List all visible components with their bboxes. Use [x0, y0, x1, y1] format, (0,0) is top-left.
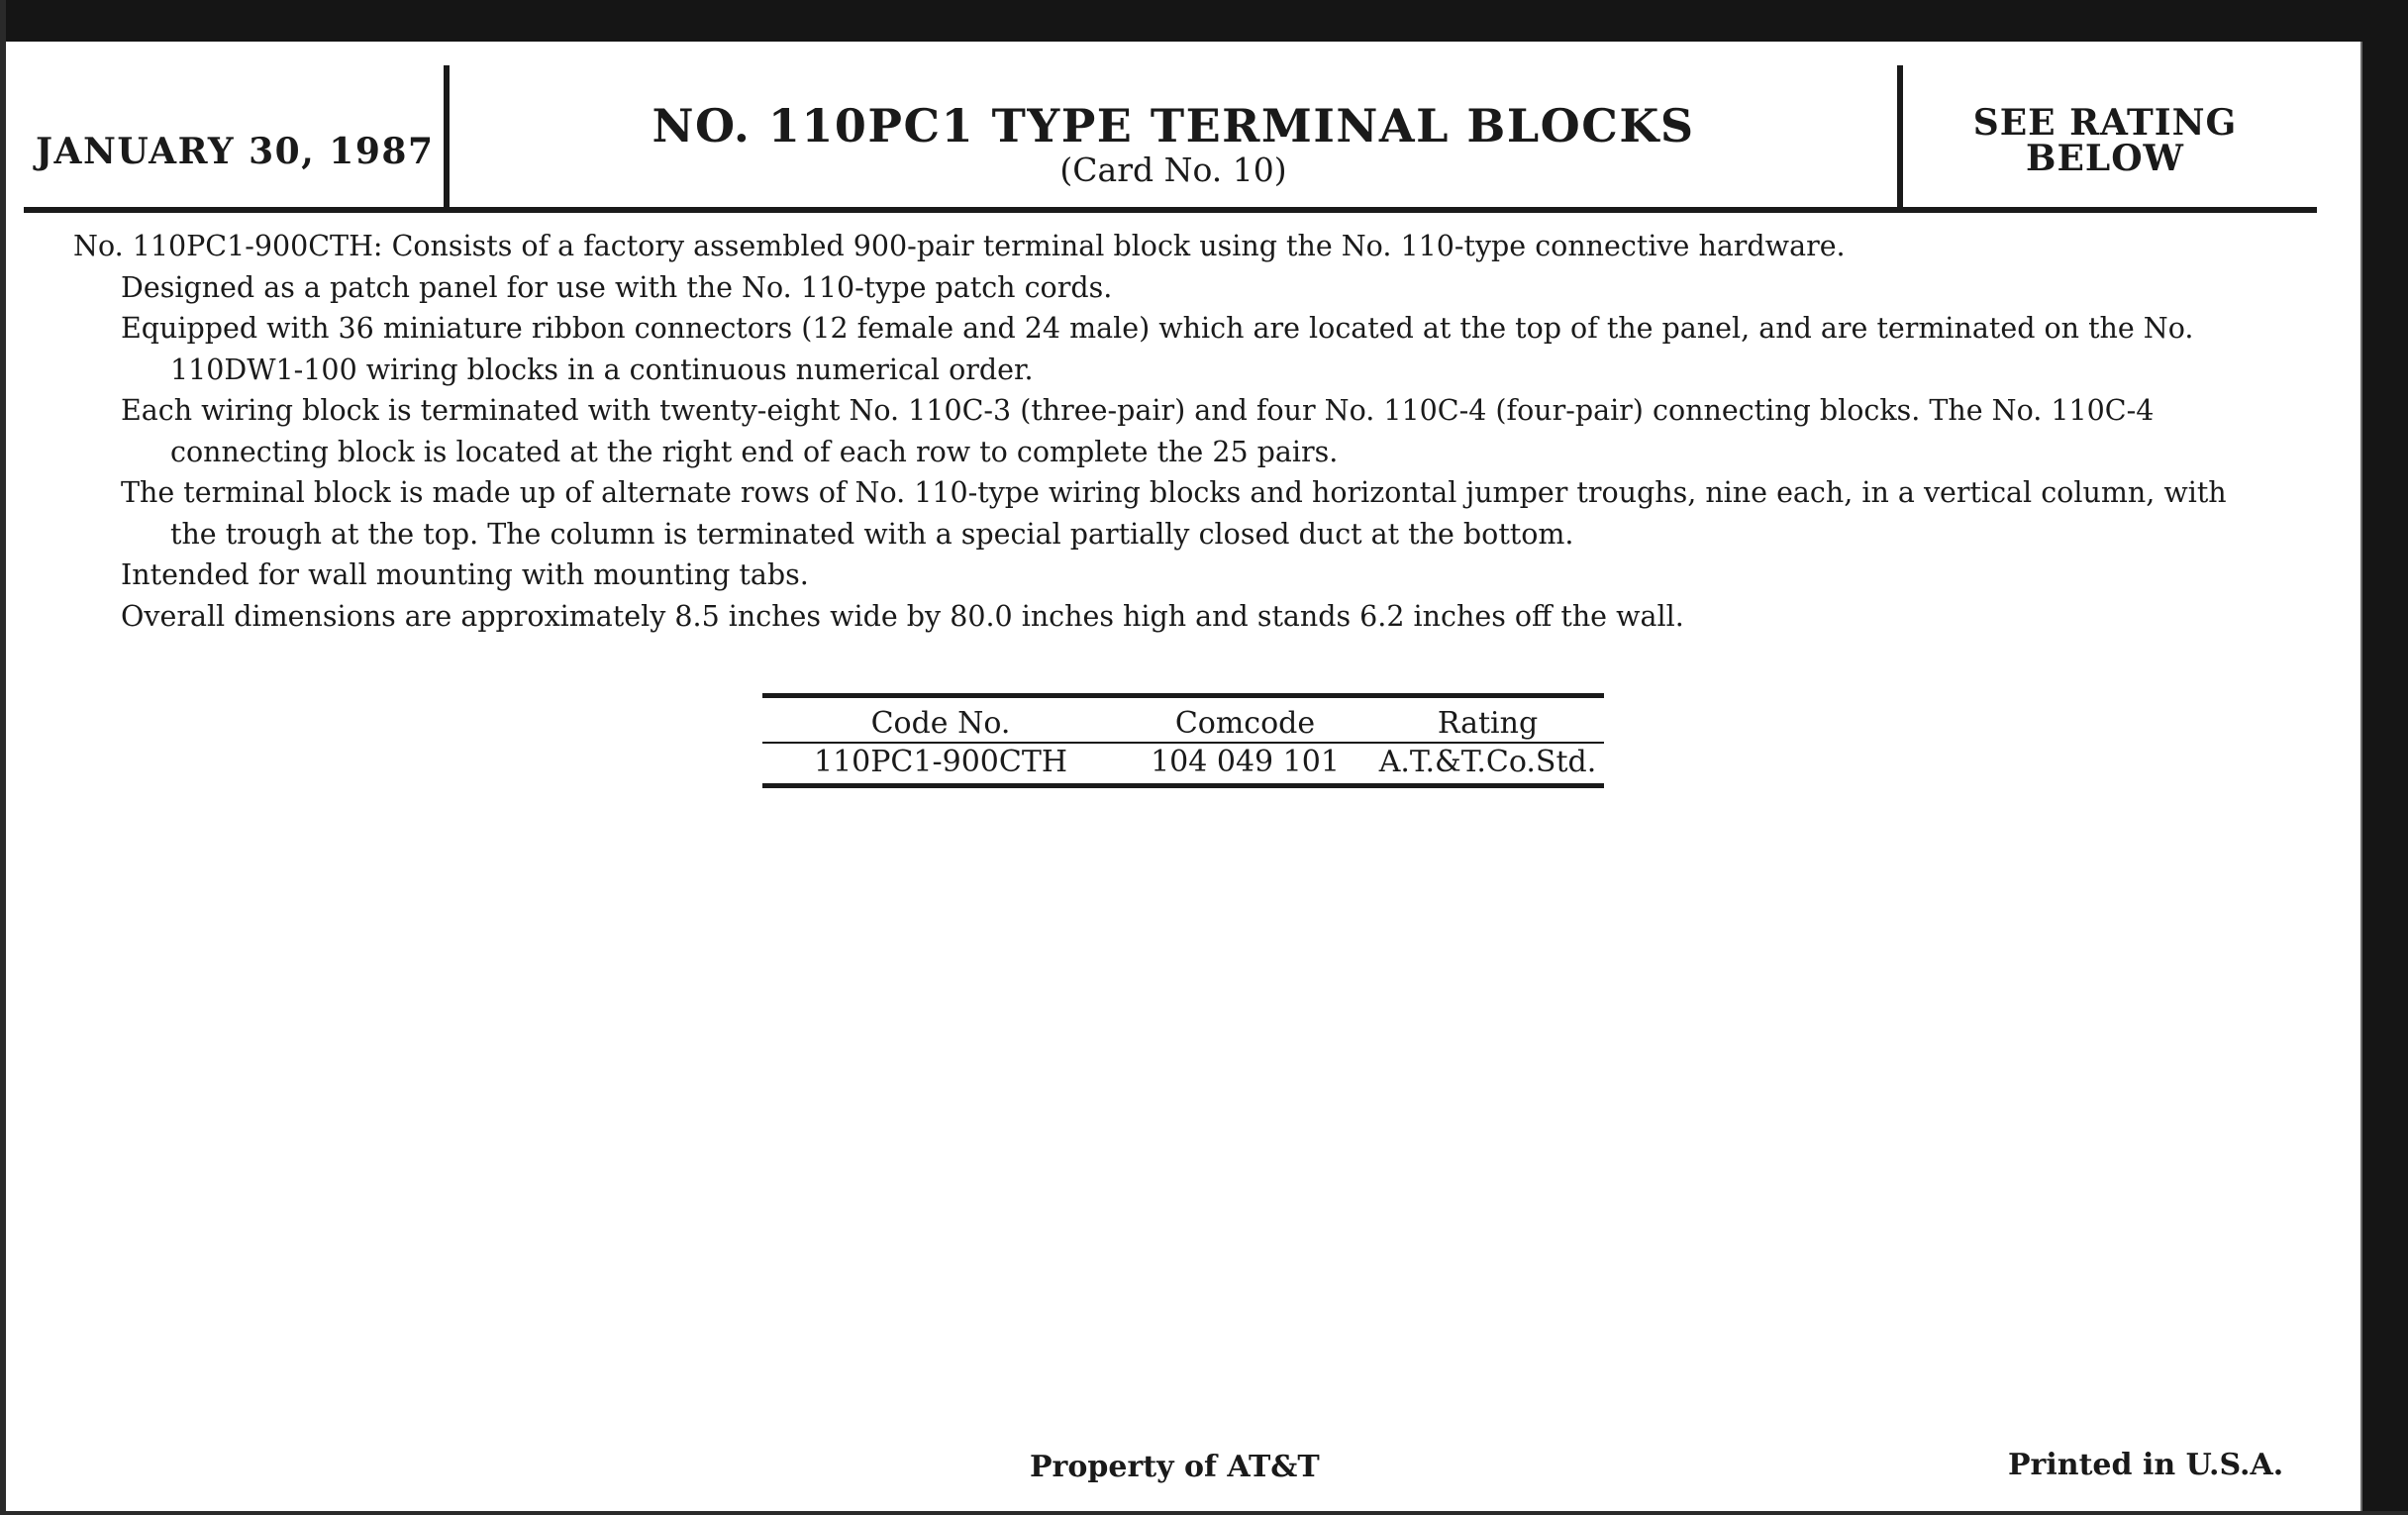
- code-table: [762, 693, 1604, 788]
- footer-printed: Printed in U.S.A.: [2008, 1448, 2284, 1482]
- scan-border-bottom: [0, 1511, 2408, 1515]
- rating-note-line2: BELOW: [2026, 138, 2184, 179]
- description-item: The terminal block is made up of alternate rows of No. 110-type wiring blocks and horizontal jumper troughs, nine each, in a vertical column, with the trough at the top. The column is terminated with a special partially closed duct at the bottom.: [121, 476, 2227, 551]
- card-number: (Card No. 10): [1059, 151, 1287, 189]
- column-header-code: Code No.: [870, 706, 1011, 741]
- header-rule: [24, 207, 2317, 213]
- scan-border-top: [0, 0, 2408, 42]
- description: [73, 226, 2281, 637]
- card-edge-shadow: [2360, 42, 2362, 1515]
- scan-border-left: [0, 0, 6, 1515]
- scan-border-right: [2362, 0, 2408, 1515]
- description-item: Intended for wall mounting with mounting tabs.: [121, 558, 809, 591]
- description-item: Overall dimensions are approximately 8.5 inches wide by 80.0 inches high and stands 6.2 inches off the wall.: [121, 599, 1684, 633]
- rating-note-line1: SEE RATING: [1972, 102, 2238, 144]
- table-rule-bottom: [762, 783, 1604, 788]
- cell-rating: A.T.&T.Co.Std.: [1378, 745, 1597, 779]
- table-row: [762, 744, 1604, 783]
- description-lead: No. 110PC1-900CTH: Consists of a factory assembled 900-pair terminal block using the No. 110-type connective hardware.: [73, 230, 1846, 262]
- footer-property: Property of AT&T: [1030, 1450, 1320, 1484]
- column-header-rating: Rating: [1437, 706, 1539, 741]
- table-header-row: [762, 698, 1604, 742]
- description-item: Designed as a patch panel for use with the No. 110-type patch cords.: [121, 270, 1113, 304]
- issue-date: JANUARY 30, 1987: [36, 131, 435, 172]
- rating-note: [1903, 102, 2307, 179]
- page-title: NO. 110PC1 TYPE TERMINAL BLOCKS: [652, 99, 1695, 152]
- column-header-comcode: Comcode: [1174, 706, 1316, 741]
- cell-comcode: 104 049 101: [1151, 745, 1340, 779]
- description-item: Equipped with 36 miniature ribbon connectors (12 female and 24 male) which are located at the top of the panel, and are terminated on the No. 110DW1-100 wiring blocks in a continuous numerical order.: [121, 312, 2194, 386]
- cell-code: 110PC1-900CTH: [813, 745, 1067, 779]
- description-item: Each wiring block is terminated with twenty-eight No. 110C-3 (three-pair) and four No. 110C-4 (four-pair) connecting blocks. The No. 110C-4 connecting block is located at the right end of each row to complete the 25 pairs.: [121, 394, 2155, 468]
